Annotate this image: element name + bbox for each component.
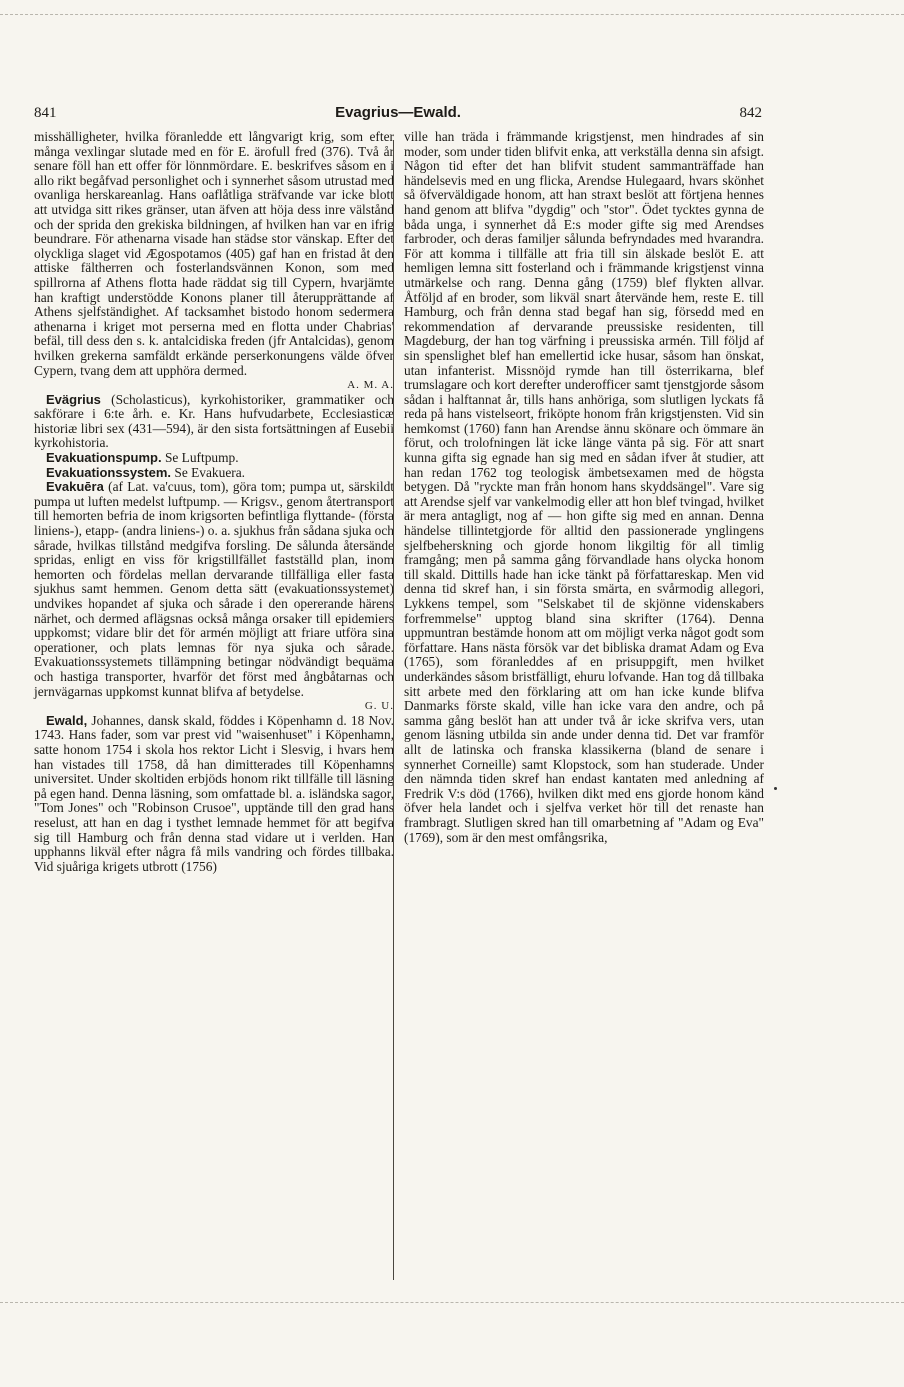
entry-evakuationspump [34,451,394,466]
headword: Evakuēra [46,479,104,495]
author-signature: G. U. [364,700,394,713]
page-number-left: 841 [34,105,57,121]
entry-ewald [34,714,394,875]
entry-text: (af Lat. va'cuus, tom), göra tom; pumpa ut, särskildt pumpa ut luften medelst luftpump. — Krigsv., genom återtransport till hemorten befria de inom krigsorten befintliga flyttande- (första liniens-), etapp- (andra liniens-) o. a. sjukhus från sådana sjuka och sårade, hvilkas tillstånd medgifva forsling. De sålunda återsände spridas, enligt en viss för krigstillfället fastställd plan, inom hemorten och fördelas mellan dervarande tillfälliga eller fasta sjukhus samt hemmen. Genom detta sätt (evakuationssystemet) undvikes hopandet af sjuka och sårade i den opererande härens närhet, och dermed aflägsnas också många orsaker till epidemiers uppkomst; vidare blir det för armén möjligt att friare utföra sina operationer, och plats lemnas för nya sjuka och sårade. Evakuationssystemets tillämpning betingar nödvändigt bequäma och hastiga transporter, hvarför det först med ångbåtarnas och jernvägarnas uppkomst kunnat blifva af betydelse. [34,479,394,699]
headword: Evakuationssystem. [46,464,172,480]
entry-evakuera [34,480,394,699]
scan-edge-top [0,14,904,15]
entry-text: (Scholasticus), kyrkohistoriker, grammatiker och sakförare i 6:te årh. e. Kr. Hans hufvudarbete, Ecclesiasticæ historiæ libri sex (431—594), är den sista fortsättningen af Eusebii kyrkohistoria. [34,391,394,451]
headword: Ewald, [46,712,88,728]
entry-text: Se Evakuera. [174,464,246,480]
continued-paragraph: ville han träda i främmande krigstjenst, men hindrades af sin moder, som under tiden blifvit enka, att verkställa denna sin afsigt. Någon tid efter det han blifvit student sammanträffade han händelsevis med en ung flicka, Arendse Hulegaard, hvars skönhet så öfverväldigade honom, att han straxt beslöt att förtjena hennes hand genom att blifva "dygdig" och "stor". Ödet tycktes gynna de båda unga, i synnerhet då E:s moder gifte sig med Arendses farbroder, och deras familjer sålunda befryndades med hvarandra. För att komma i tillfälle att fria till sin älskade beslöt E. att hemligen lemna sitt fosterland och i främmande krigstjenst vinna utmärkelse och rang. Denna gång (1759) blef flykten allvar. Åtföljd af en broder, som likväl snart återvände hem, reste E. till Hamburg, och från denna stad begaf han sig, försedd med en rekommendation af dervarande preussiske residenten, till Magdeburg, der han tog värfning i preussiska armén. Till följd af sin spenslighet blef han emellertid icke husar, såsom han önskat, utan infanterist. Missnöjd rymde han till österrikarna, blef trumslagare och kort derefter underofficer samt tjenstgjorde såsom sådan i halftannat år, tills hans anhöriga, som slutligen lyckats få reda på hans vistelseort, friköpte honom från krigstjensten. Vid sin hemkomst (1760) fann han Arendse ännu skönare och ömmare än förut, och trolofningen lät icke länge vänta på sig. För att snart kunna gifta sig egnade han sig med en sådan ifver åt studier, att han redan 1762 tog teologisk ämbetsexamen med de högsta betygen. Då "ryckte man från honom hans skyddsängel". Vare sig att Arendse sjelf var vankelmodig eller att hon blef tvingad, hvilket är mera antagligt, nog af — hon gifte sig med en annan. Denna händelse tillintetgjorde för alltid den passionerade ynglingens sjelfbeherskning och gjorde honom likgiltig för all timlig framgång; men på samma gång förvandlade hans olycka honom till skald. Dittills hade han icke tänkt på författareskap. Men vid denna tid skref han, i sin första smärta, en svårmodig allegori, Lykkens tempel, som "Selskabet til de skjönne videnskabers forfremmelse" upptog bland sina skrifter (1764). Denna uppmuntran bestämde honom att om möjligt verka något godt som författare. Hans nästa försök var det bibliska dramat Adam og Eva (1765), som föranleddes af en prisuppgift, men hvilket underkändes såsom bristfälligt, ehuru lofvande. Han tog då tillbaka sitt arbete med den förklaring att om han icke kunde blifva Danmarks förste skald, ville han icke vara den andre, och på samma gång beslöt han att under två år icke skrifva vers, utan genom läsning utbilda sin ande under denna tid. Det var framför allt de latinska och franska klassikerna (bland de senare i synnerhet Corneille) samt Klopstock, som han studerade. Under den nämnda tiden skref han endast kantaten med anledning af Fredrik V:s död (1766), hvilken dikt med ens gjorde honom känd öfver hela landet och i sjelfva verket hör till det renaste han frambragt. Slutligen skred han till omarbetning af "Adam og Eva" (1769), som är den mest omfångsrika, [404,129,764,845]
entry-text: Se Luftpump. [164,450,239,466]
margin-speck [774,787,777,790]
continued-paragraph: misshälligheter, hvilka föranledde ett långvarigt krig, som efter många vexlingar slutade med en för E. ärofull fred (376). Två år senare föll han ett offer för lönnmördare. E. beskrifves såsom en i allo rikt begåfvad personlighet och i synnerhet såsom utrustad med ovanliga herskareanlag. Hans oaflåtliga sträfvande var icke blott att utvidga sitt rikes gränser, utan äfven att höja dess inre välstånd och der sprida den grekiska bildningen, af hvilken han var en ifrig beundrare. För athenarna visade han städse stor vänskap. Efter det olyckliga slaget vid Ægospotamos (405) gaf han en fristad åt den attiske fältherren och fosterlandsvännen Konon, som med spillrorna af Athens flotta hade räddat sig till Cypern, hvarjämte han kraftigt understödde Konons planer till återupprättande af Athens sjelfständighet. Af tacksamhet bistodo honom sedermera athenarna i kriget mot perserna med en flotta under Chabrias' befäl, till dess den s. k. antalcidiska freden (jfr Antalcidas), genom hvilken grekerna samfäldt erkände perserkonungens välde öfver Cypern, tvang dem att upphöra dermed. [34,129,394,378]
right-column [404,130,764,845]
column-divider [393,140,394,1280]
entry-evakuationssystem [34,466,394,481]
headword: Evägrius [46,391,101,407]
left-column [34,130,394,874]
running-header [34,105,762,127]
author-signature: A. M. A. [347,379,394,392]
headword: Evakuationspump. [46,450,162,466]
scan-edge-bottom [0,1302,904,1303]
entry-text: Johannes, dansk skald, föddes i Köpenhamn d. 18 Nov. 1743. Hans fader, som var prest vid "waisenhuset" i Köpenhamn, satte honom 1754 i skola hos rektor Licht i Slesvig, i hvars hem han vistades till 1758, då han dimitterades till Köpenhamns universitet. Under skoltiden erbjöds honom rikt tillfälle till läsning på egen hand. Denna läsning, som omfattade bl. a. isländska sagor, "Tom Jones" och "Robinson Crusoe", upptände till den grad hans reselust, att han en dag i tysthet lemnade hemmet för att begifva sig till Hamburg och från denna stad vidare ut i verlden. Han upphanns likväl efter några få mils vandring och fördes tillbaka. Vid sjuåriga krigets utbrott (1756) [34,712,394,874]
page-number-right: 842 [739,105,762,121]
running-title: Evagrius—Ewald. [335,104,461,121]
entry-evagrius [34,393,394,451]
